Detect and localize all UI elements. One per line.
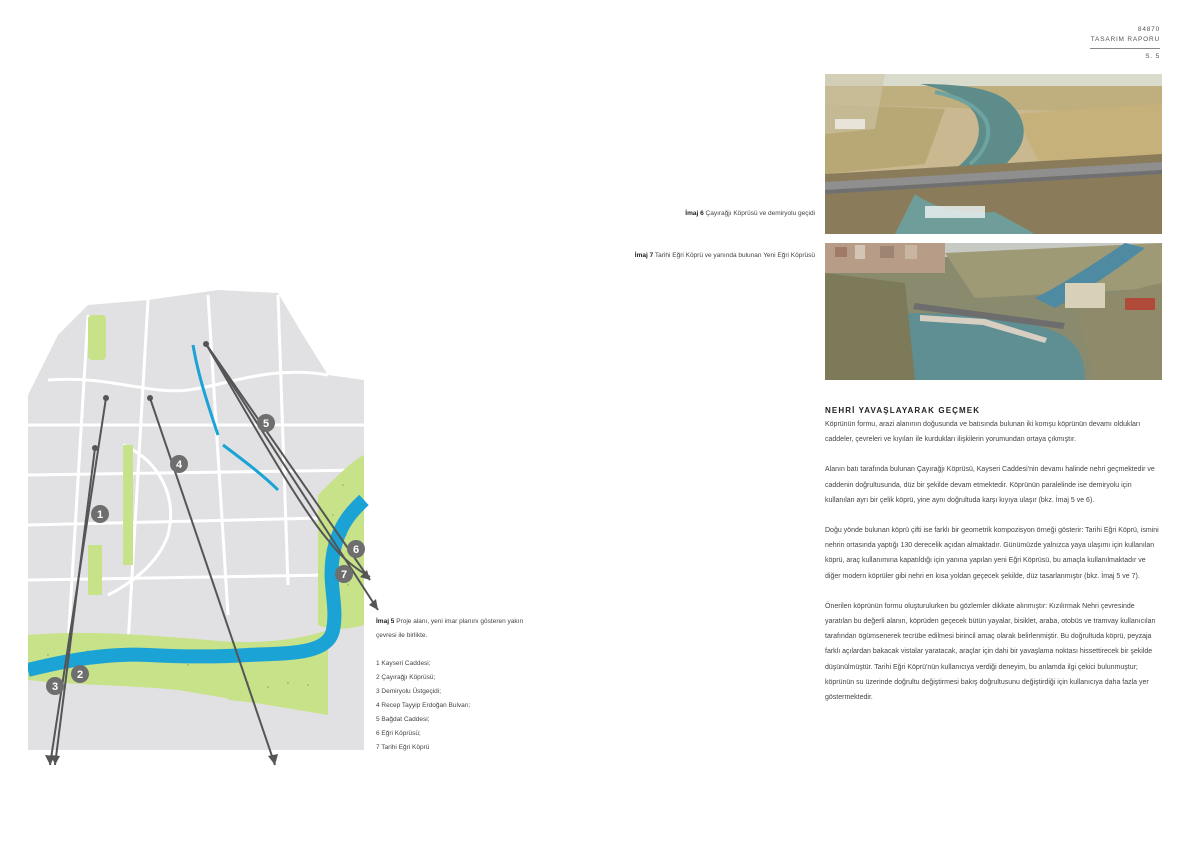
map-pin-6 [347, 540, 365, 558]
image-6-text: Çayırağjı Köprüsü ve demiryolu geçidi [705, 210, 815, 217]
article-paragraph-4: Önerilen köprünün formu oluşturulurken bu gözlemler dikkate alınmıştır: Kızılırmak Nehri çevresinde yaratılan bu değerli alanın, köprüden geçecek bütün yayalar, bisiklet, araba, otobüs ve tramvay kullanıcıları tarafından ögümsenerek tecrübe edilmesi birincil amaç olarak belirlenmiştir. Bu doğrultuda köprü, peyzaja farklı açılardan bakacak vistalar yaratacak, araçlar için dahi bir yavaşlama noktası hissettirecek bir şekilde düşünülmüştür. Tarihi Eğri Köprü'nün kullanıcıya verdiği deneyim, bu anlamda ilgi çekici bulunmuştur; köprünün su üzerinde doğrultu değiştirmesi bakış doğrultusunu değiştirdiği için kullanıcıya daha fazla yer göstermektedir. [825, 602, 1156, 702]
svg-text:1: 1 [96, 509, 104, 521]
image-6-label: İmaj 6 [685, 210, 704, 217]
map-pin-3 [46, 677, 64, 695]
site-plan-svg [28, 285, 380, 770]
svg-text:6: 6 [352, 544, 360, 556]
site-plan-map [28, 285, 380, 770]
article-paragraph-1: Köprünün formu, arazi alanının doğusunda ve batısında bulunan iki komşu köprünün devamı oldukları caddeler, çevreleri ve kıyıları ile kurdukları ilişkilerin yorumundan ortaya çıkmıştır. [825, 421, 1141, 444]
image-7-caption [600, 249, 815, 262]
image-6-caption [600, 207, 815, 220]
map-pin-1 [91, 505, 109, 523]
report-title: TASARIM RAPORU [1090, 35, 1160, 49]
article-paragraph-3: Doğu yönde bulunan köprü çifti ise farklı bir geometrik kompozisyon örneği gösterir: Tarihi Eğri Köprü, ismini nehrin ortasında yaptığı 130 derecelik açıdan almaktadır. Günümüzde yalnızca yaya ulaşımı için kullanılan köprü, araç kullanımına kapatıldığı için yanına yapılan yeni Eğri Köprüsü, bu amaçla kullanılmaktadır ve diğer modern köprüler gibi nehri en kısa yoldan geçecek şekilde, düz tasarlanmıştır (bkz. İmaj 5 ve 7). [825, 527, 1159, 580]
image-6-photo [825, 74, 1162, 234]
image-7-text: Tarihi Eğri Köprü ve yanında bulunan Yeni Eğri Köprüsü [654, 252, 815, 259]
legend-item-1: 1 Kayseri Caddesi; [376, 660, 431, 667]
svg-text:5: 5 [262, 418, 270, 430]
map-pin-4 [170, 455, 188, 473]
legend-item-2: 2 Çayırağjı Köprüsü; [376, 674, 436, 681]
svg-text:7: 7 [340, 569, 348, 581]
report-code: 84870 [1137, 26, 1160, 33]
legend-item-7: 7 Tarihi Eğri Köprü [376, 744, 430, 751]
legend-item-4: 4 Recep Tayyip Erdoğan Bulvarı; [376, 702, 471, 709]
article-section [825, 405, 1162, 720]
image-5-label: İmaj 5 [376, 618, 395, 625]
svg-text:4: 4 [175, 459, 183, 471]
map-pin-2 [71, 665, 89, 683]
map-legend [376, 657, 471, 755]
page-number: S. 5 [1145, 53, 1160, 60]
report-header [1090, 25, 1160, 62]
image-7-photo [825, 243, 1162, 380]
legend-item-3: 3 Demiryolu Üstgeçidi; [376, 688, 442, 695]
article-paragraph-2: Alanın batı tarafında bulunan Çayırağjı Köprüsü, Kayseri Caddesi'nin devamı halinde nehri geçmektedir ve caddenin doğrultusunda, düz bir şekilde devam etmektedir. Köprünün paralelinde ise demiryolu için kullanılan ayrı bir çelik köprü, yine aynı doğrultuda karşı kıyıya ulaşır (bkz. İmaj 5 ve 6). [825, 466, 1155, 504]
map-pin-5 [257, 414, 275, 432]
svg-text:2: 2 [76, 669, 84, 681]
svg-text:3: 3 [51, 681, 59, 693]
map-pin-7 [335, 565, 353, 583]
image-5-caption [376, 615, 536, 643]
image-7-label: İmaj 7 [634, 252, 654, 259]
legend-item-6: 6 Eğri Köprüsü; [376, 730, 421, 737]
image-5-text: Proje alanı, yeni imar planını gösteren yakın çevresi ile birlikte. [376, 618, 524, 639]
legend-item-5: 5 Bağdat Caddesi; [376, 716, 430, 723]
article-heading: NEHRİ YAVAŞLAYARAK GEÇMEK [825, 406, 981, 415]
